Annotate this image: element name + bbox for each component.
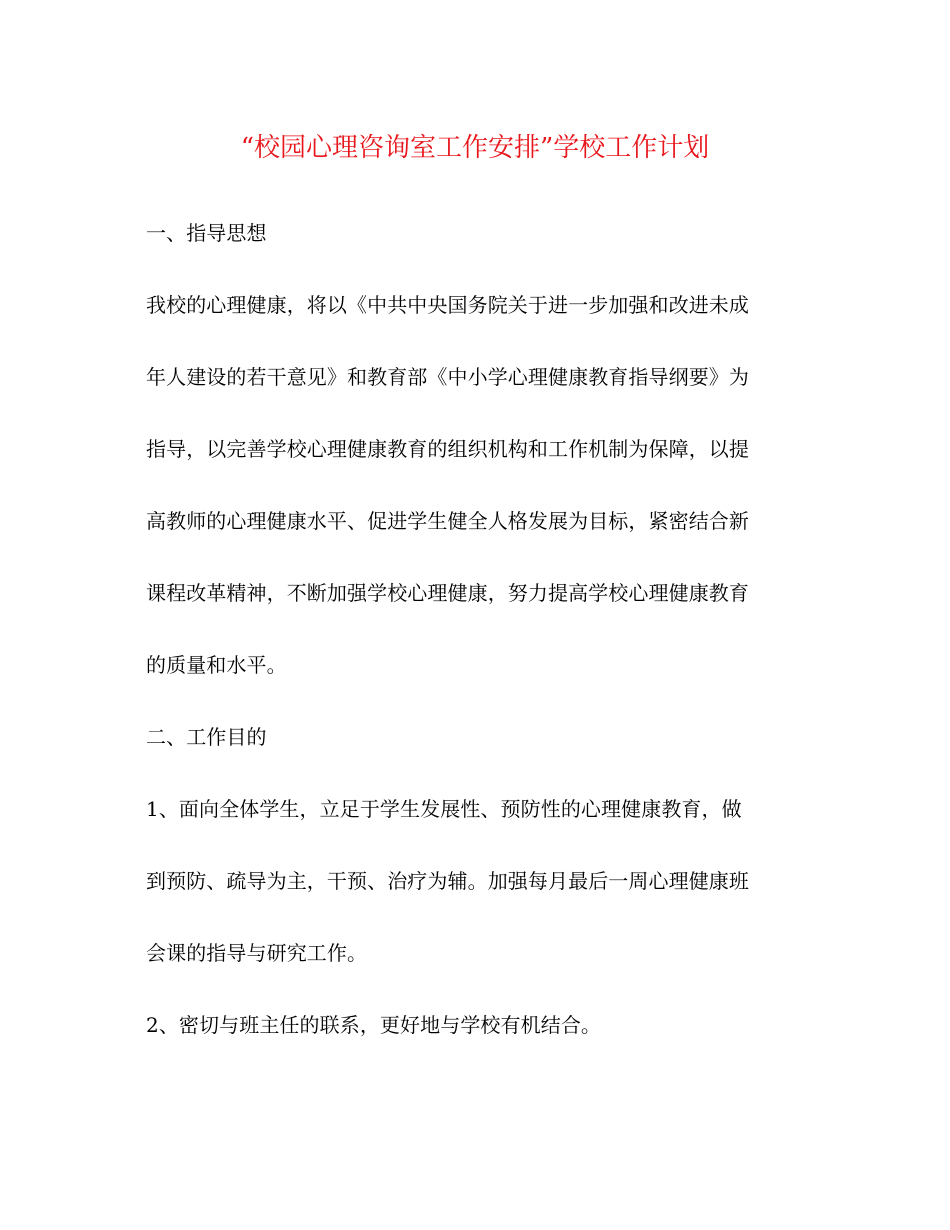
paragraph-line: 我校的心理健康，将以《中共中央国务院关于进一步加强和改进未成	[146, 293, 749, 317]
paragraph-line: 指导，以完善学校心理健康教育的组织机构和工作机制为保障，以提	[146, 437, 749, 461]
document-title: “校园心理咨询室工作安排”学校工作计划	[240, 133, 710, 163]
list-item-line: 2、密切与班主任的联系，更好地与学校有机结合。	[146, 1013, 602, 1037]
paragraph-line: 课程改革精神，不断加强学校心理健康，努力提高学校心理健康教育	[146, 581, 749, 605]
section-heading-work-goals: 二、工作目的	[146, 725, 267, 749]
list-item-line: 会课的指导与研究工作。	[146, 941, 368, 965]
paragraph-line: 的质量和水平。	[146, 653, 287, 677]
paragraph-line: 高教师的心理健康水平、促进学生健全人格发展为目标，紧密结合新	[146, 509, 749, 533]
list-item-line: 到预防、疏导为主，干预、治疗为辅。加强每月最后一周心理健康班	[146, 869, 749, 893]
list-item-line: 1、面向全体学生，立足于学生发展性、预防性的心理健康教育，做	[146, 797, 742, 821]
section-heading-guiding-ideology: 一、指导思想	[146, 221, 267, 245]
paragraph-line: 年人建设的若干意见》和教育部《中小学心理健康教育指导纲要》为	[146, 365, 749, 389]
